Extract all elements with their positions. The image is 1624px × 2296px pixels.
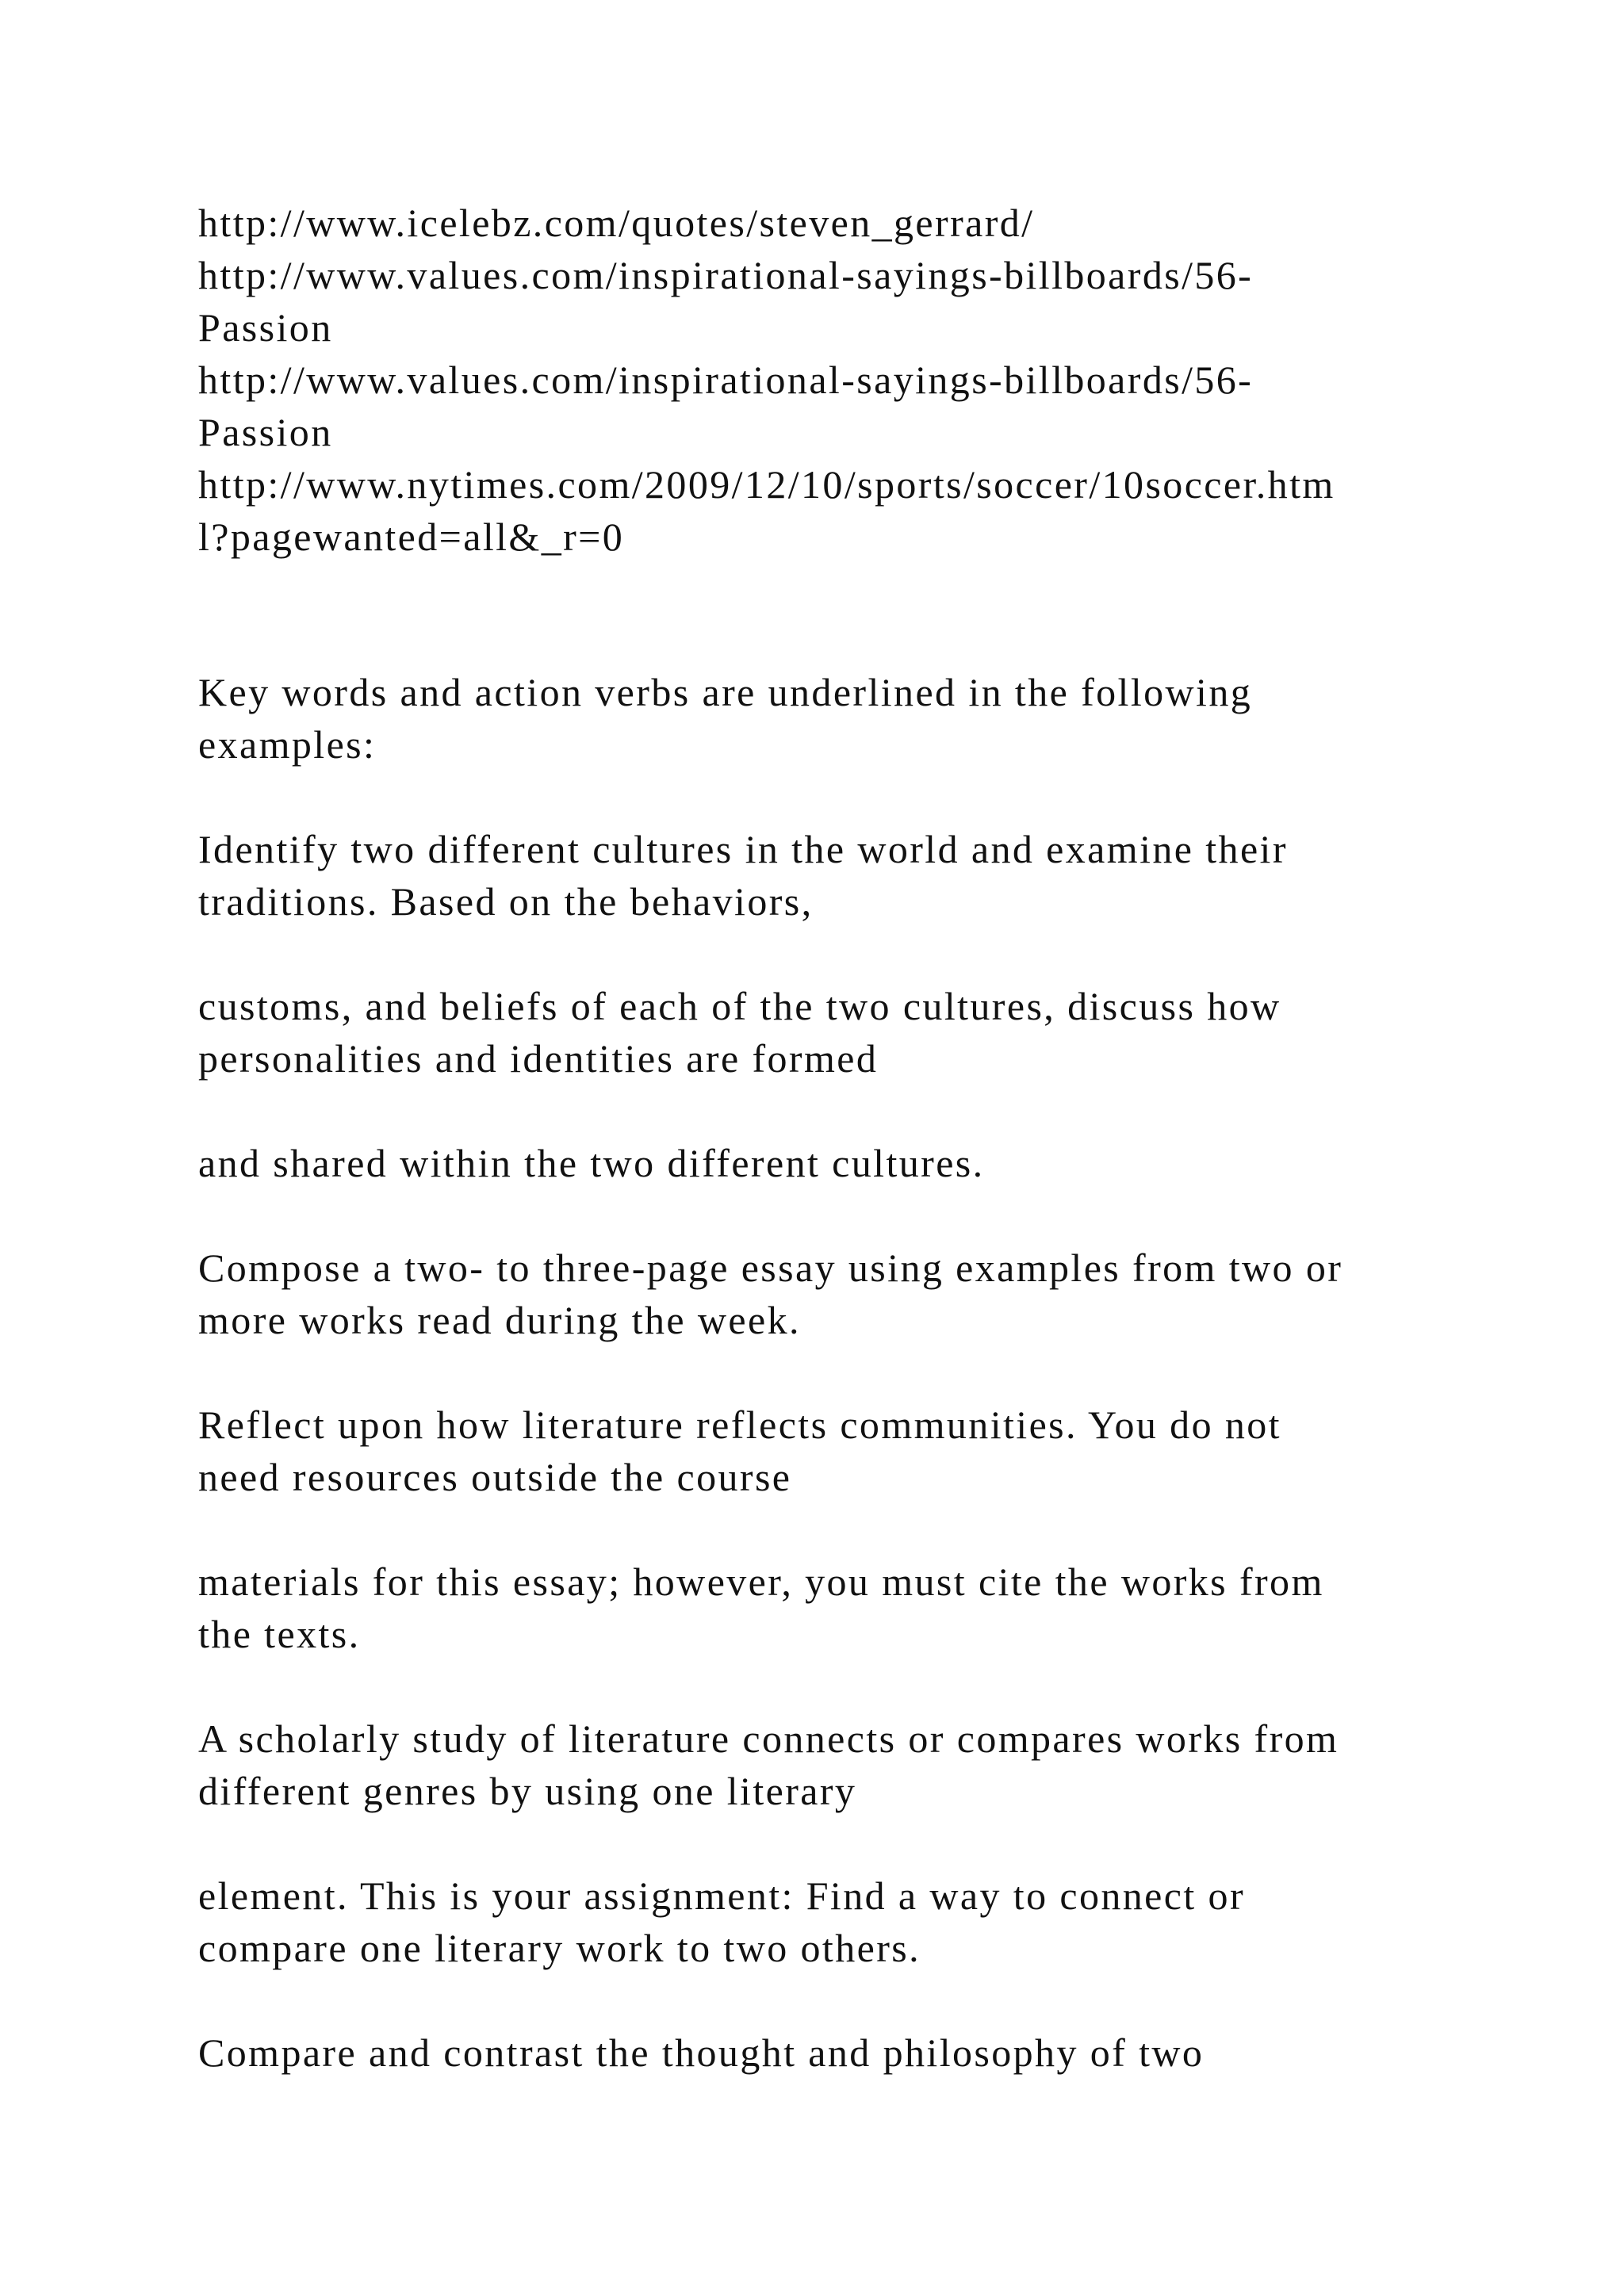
paragraph-compose-essay [198, 1242, 1483, 1346]
paragraph-line: traditions. Based on the behaviors, [198, 879, 814, 924]
paragraph-customs-beliefs [198, 980, 1483, 1085]
url-line: l?pagewanted=all&_r=0 [198, 515, 625, 559]
url-line: Passion [198, 305, 333, 350]
paragraph-key-words [198, 666, 1483, 771]
paragraph-line: A scholarly study of literature connects or compares works from [198, 1716, 1339, 1761]
url-line: http://www.values.com/inspirational-sayings-billboards/56- [198, 253, 1254, 297]
url-line: Passion [198, 410, 333, 454]
paragraph-shared-within [198, 1137, 1483, 1189]
paragraph-identify-cultures [198, 823, 1483, 928]
paragraph-line: Reflect upon how literature reflects communities. You do not [198, 1402, 1281, 1447]
paragraph-line: compare one literary work to two others. [198, 1926, 921, 1970]
paragraph-line: more works read during the week. [198, 1298, 801, 1342]
paragraph-scholarly-study [198, 1712, 1483, 1817]
paragraph-line: examples: [198, 722, 377, 767]
paragraph-line: materials for this essay; however, you must cite the works from [198, 1559, 1324, 1604]
paragraph-line: Identify two different cultures in the world and examine their [198, 827, 1288, 871]
reference-url-list [198, 197, 1483, 563]
url-line: http://www.icelebz.com/quotes/steven_gerrard/ [198, 201, 1035, 245]
paragraph-line: customs, and beliefs of each of the two cultures, discuss how [198, 984, 1281, 1028]
paragraph-line: and shared within the two different cultures. [198, 1141, 985, 1185]
url-line: http://www.nytimes.com/2009/12/10/sports/soccer/10soccer.htm [198, 462, 1335, 507]
paragraph-line: Compare and contrast the thought and philosophy of two [198, 2030, 1205, 2075]
paragraph-assignment [198, 1869, 1483, 1974]
paragraph-line: different genres by using one literary [198, 1769, 857, 1813]
url-line: http://www.values.com/inspirational-sayings-billboards/56- [198, 358, 1254, 402]
paragraph-line: element. This is your assignment: Find a way to connect or [198, 1873, 1246, 1918]
paragraph-line: Key words and action verbs are underlined in the following [198, 670, 1253, 714]
paragraph-reflect [198, 1399, 1483, 1503]
paragraph-line: personalities and identities are formed [198, 1036, 879, 1081]
paragraph-line: need resources outside the course [198, 1455, 792, 1499]
paragraph-line: the texts. [198, 1612, 361, 1656]
paragraph-materials [198, 1556, 1483, 1660]
paragraph-line: Compose a two- to three-page essay using examples from two or [198, 1246, 1343, 1290]
paragraph-compare-contrast [198, 2026, 1483, 2079]
